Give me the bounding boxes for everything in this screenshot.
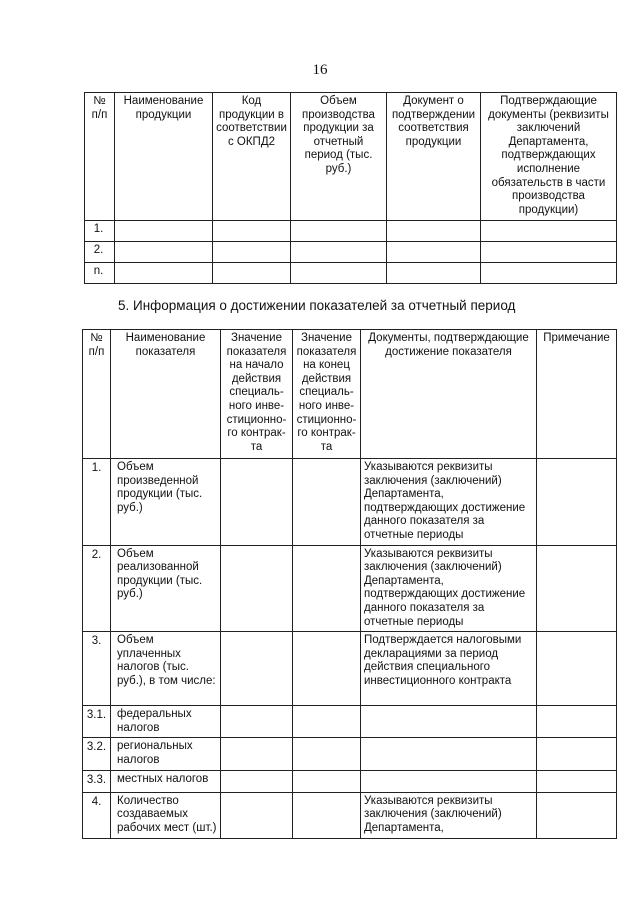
table-cell (293, 459, 361, 546)
table-cell (291, 221, 387, 242)
indicator-name: Объем реализованной продукции (тыс. руб.) (111, 545, 221, 632)
products-table (84, 92, 617, 284)
table-cell (213, 242, 291, 263)
col-header-value-end: Значение показателя на конец действия специаль-ного инве-стиционно-го контрак-та (293, 330, 361, 459)
col-header-indicator-name: Наименование показателя (111, 330, 221, 459)
col-header-product-name: Наименование продукции (115, 93, 213, 221)
table-cell (293, 792, 361, 838)
table-cell (387, 263, 481, 284)
row-number: 3.2. (83, 738, 111, 770)
indicators-table (82, 329, 617, 839)
table-cell (221, 632, 293, 706)
table-header-row (83, 330, 617, 459)
table-row (83, 706, 617, 738)
table-row (83, 632, 617, 706)
table-row (83, 545, 617, 632)
table-cell (293, 545, 361, 632)
confirming-document (361, 770, 537, 792)
table-cell (221, 770, 293, 792)
table-cell (537, 792, 617, 838)
page-number: 16 (312, 62, 328, 78)
confirming-document (361, 738, 537, 770)
indicator-name: Объем произведенной продукции (тыс. руб.) (111, 459, 221, 546)
table-cell (387, 242, 481, 263)
table-row (85, 242, 617, 263)
row-number: 2. (83, 545, 111, 632)
col-header-confirming-documents: Подтверждающие документы (реквизиты заключений Департамента, подтверждающих исполнение обязательств в части производства продукции) (481, 93, 617, 221)
table-cell (537, 738, 617, 770)
row-number: 3.3. (83, 770, 111, 792)
table-cell (387, 221, 481, 242)
table-cell (537, 770, 617, 792)
table-cell (213, 263, 291, 284)
table-cell (537, 545, 617, 632)
col-header-value-start: Значение показателя на начало действия специаль-ного инве-стиционно-го контрак-та (221, 330, 293, 459)
table-cell (115, 263, 213, 284)
indicator-name: Объем уплаченных налогов (тыс. руб.), в том числе: (111, 632, 221, 706)
table-cell (293, 706, 361, 738)
table-row (85, 221, 617, 242)
table-cell (291, 263, 387, 284)
row-number: 2. (85, 242, 115, 263)
table-cell (221, 545, 293, 632)
table-row (83, 738, 617, 770)
table-cell (293, 632, 361, 706)
table-row (83, 792, 617, 838)
table-row (85, 263, 617, 284)
table-cell (537, 459, 617, 546)
col-header-okpd2-code: Код продукции в соответствии с ОКПД2 (213, 93, 291, 221)
table-header-row (85, 93, 617, 221)
confirming-document: Указываются реквизиты заключения (заключений) Департамента, подтверждающих достижение данного показателя за отчетные периоды (361, 545, 537, 632)
table-cell (213, 221, 291, 242)
indicator-name: федеральных налогов (111, 706, 221, 738)
table-cell (481, 242, 617, 263)
row-number: 3.1. (83, 706, 111, 738)
col-header-conformity-document: Документ о подтверждении соответствия продукции (387, 93, 481, 221)
row-number: 3. (83, 632, 111, 706)
table-cell (481, 221, 617, 242)
table-cell (115, 242, 213, 263)
table-cell (293, 770, 361, 792)
table-row (83, 459, 617, 546)
table-cell (537, 632, 617, 706)
table-cell (115, 221, 213, 242)
confirming-document (361, 706, 537, 738)
col-header-number: № п/п (83, 330, 111, 459)
table-cell (537, 706, 617, 738)
table-row (83, 770, 617, 792)
col-header-production-volume: Объем производства продукции за отчетный период (тыс. руб.) (291, 93, 387, 221)
table-cell (481, 263, 617, 284)
table-cell (221, 738, 293, 770)
confirming-document: Указываются реквизиты заключения (заключений) Департамента, (361, 792, 537, 838)
confirming-document: Указываются реквизиты заключения (заключений) Департамента, подтверждающих достижение данного показателя за отчетные периоды (361, 459, 537, 546)
table-cell (221, 706, 293, 738)
col-header-number: № п/п (85, 93, 115, 221)
row-number: 1. (85, 221, 115, 242)
confirming-document: Подтверждается налоговыми декларациями за период действия специального инвестиционного контракта (361, 632, 537, 706)
section-title: 5. Информация о достижении показателей за отчетный период (118, 298, 516, 313)
indicator-name: Количество создаваемых рабочих мест (шт.) (111, 792, 221, 838)
row-number: n. (85, 263, 115, 284)
row-number: 1. (83, 459, 111, 546)
table-cell (221, 792, 293, 838)
col-header-confirming-documents: Документы, подтверждающие достижение показателя (361, 330, 537, 459)
indicator-name: местных налогов (111, 770, 221, 792)
col-header-note: Примечание (537, 330, 617, 459)
indicator-name: региональных налогов (111, 738, 221, 770)
table-cell (293, 738, 361, 770)
table-cell (291, 242, 387, 263)
row-number: 4. (83, 792, 111, 838)
table-cell (221, 459, 293, 546)
